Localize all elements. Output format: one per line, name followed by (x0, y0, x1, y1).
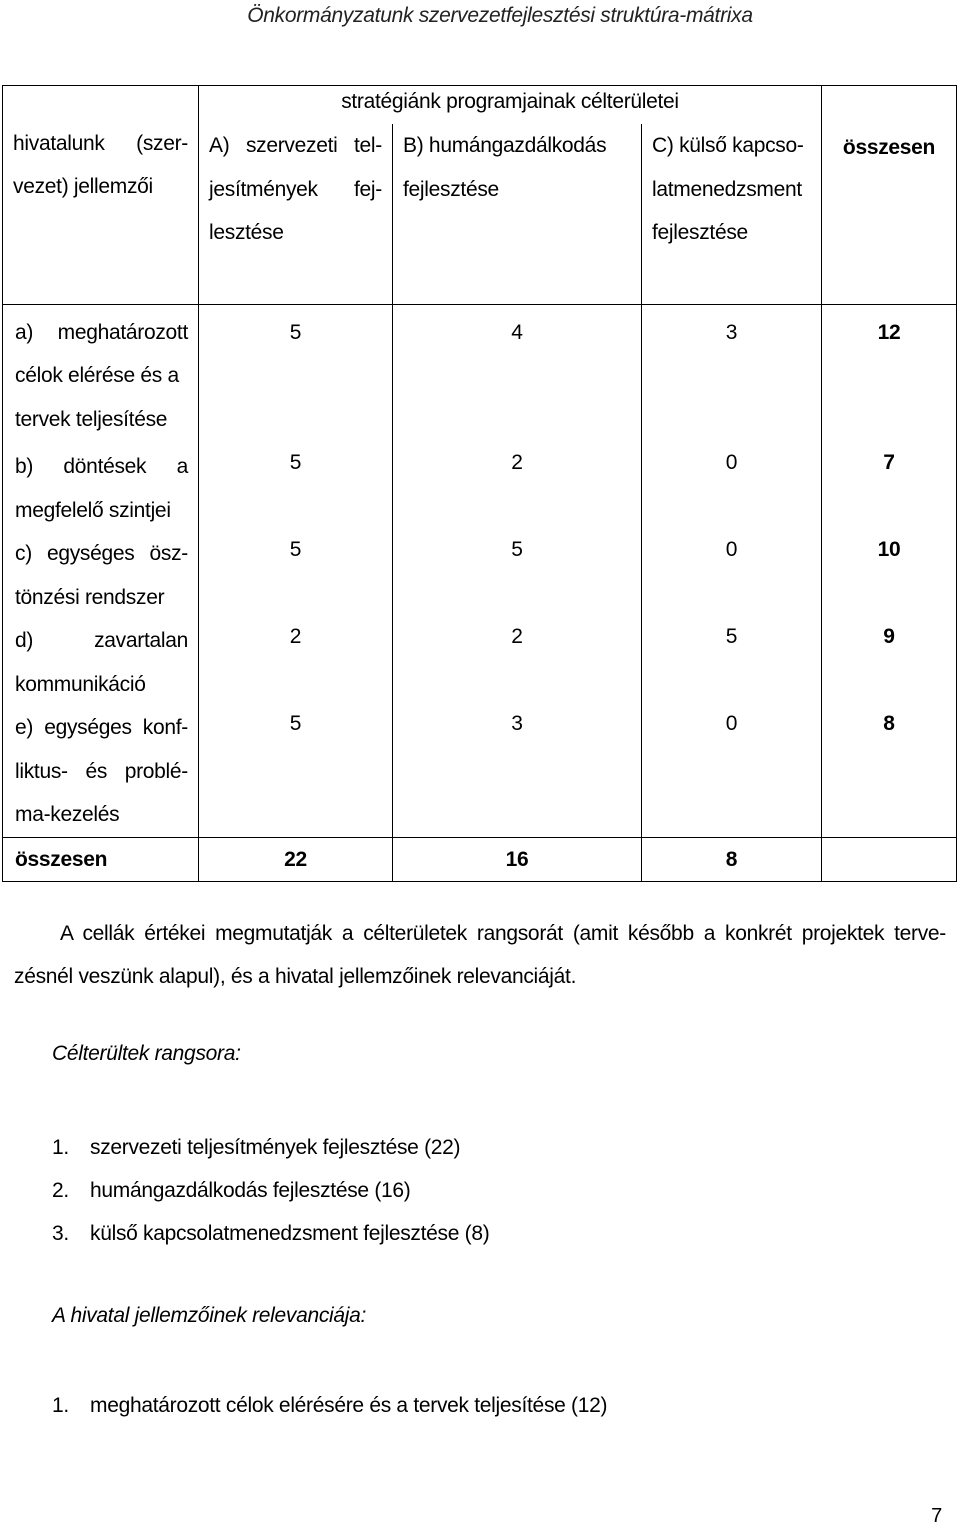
cell-value: 5 (289, 320, 302, 344)
cell-total: 8 (883, 711, 895, 735)
cell-value: 5 (289, 450, 302, 474)
list-text: szervezeti teljesítmények fejlesztése (22) (90, 1136, 461, 1159)
relevance-list (52, 1384, 607, 1427)
total-a: 22 (199, 837, 393, 882)
row-label-line: liktus- és problé- (15, 759, 188, 783)
list-text: meghatározott célok elérésére és a tervek teljesítése (12) (90, 1394, 608, 1417)
row-label-line: d) zavartalan (15, 629, 188, 652)
list-number: 1. (52, 1136, 69, 1159)
row-label (3, 532, 199, 619)
row-label (3, 304, 199, 445)
cell-total: 10 (877, 537, 901, 561)
ranking-heading: Célterültek rangsora: (52, 1042, 241, 1065)
cell-value: 0 (725, 450, 738, 474)
total-header: összesen (822, 86, 957, 305)
ranking-list (52, 1126, 489, 1255)
column-header-a (199, 124, 393, 304)
total-grand (822, 837, 957, 882)
row-label-line: célok elérése és a (15, 364, 179, 387)
row-label-line: c) egységes ösz- (15, 542, 188, 565)
list-item (52, 1384, 607, 1427)
column-header-line: C) külső kapcso- (652, 134, 804, 157)
total-c: 8 (642, 837, 822, 882)
list-text: külső kapcsolatmenedzsment fejlesztése (8) (90, 1222, 490, 1245)
page-number: 7 (931, 1505, 942, 1527)
list-text: humángazdálkodás fejlesztése (16) (90, 1179, 411, 1202)
list-item (52, 1212, 489, 1255)
cell-value: 2 (511, 450, 523, 474)
cell-total: 9 (883, 624, 895, 648)
list-item (52, 1126, 489, 1169)
row-label-line: tönzési rendszer (15, 585, 165, 609)
cell-value: 5 (289, 537, 302, 561)
column-header-b (393, 124, 642, 304)
total-row-label: összesen (3, 837, 199, 882)
cell-value: 0 (725, 537, 738, 561)
paragraph-line: A cellák értékei megmutatják a célterületek rangsorát (amit később a konkrét projektek terve- (60, 922, 946, 945)
column-header-line: jesítmények fej- (209, 177, 382, 201)
row-label-line: e) egységes konf- (15, 716, 188, 739)
column-b-values (393, 304, 642, 837)
row-label-line: megfelelő szintjei (15, 498, 171, 522)
list-number: 3. (52, 1222, 69, 1245)
column-header-c (642, 124, 822, 304)
cell-value: 0 (725, 711, 738, 735)
cell-value: 5 (289, 711, 302, 735)
column-a-values (199, 304, 393, 837)
cell-total: 7 (883, 450, 895, 474)
cell-value: 5 (725, 624, 738, 648)
cell-total: 12 (877, 320, 901, 344)
total-values (822, 304, 957, 837)
explanation-paragraph (14, 912, 946, 998)
column-header-line: fejlesztése (403, 177, 499, 201)
row-label-line: tervek teljesítése (15, 407, 168, 431)
total-row (3, 837, 957, 882)
column-header-line: latmenedzsment (652, 177, 802, 201)
row-label-line: kommunikáció (15, 672, 146, 696)
table-row (3, 304, 957, 445)
column-header-line: A) szervezeti tel- (209, 134, 382, 157)
column-header-line: lesztése (209, 221, 284, 244)
corner-header (3, 86, 199, 305)
cell-value: 3 (511, 711, 523, 735)
row-label-line: a) meghatározott (15, 320, 188, 344)
paragraph-line: zésnél veszünk alapul), és a hivatal jellemzőinek relevanciáját. (14, 965, 577, 988)
row-label (3, 706, 199, 837)
corner-header-line: vezet) jellemzői (13, 175, 153, 198)
cell-value: 4 (511, 320, 523, 344)
row-label-line: ma-kezelés (15, 803, 120, 826)
cell-value: 3 (725, 320, 738, 344)
row-label-line: b) döntések a (15, 455, 188, 478)
page-title: Önkormányzatunk szervezetfejlesztési struktúra-mátrixa (247, 4, 753, 27)
group-header: stratégiánk programjainak célterületei (199, 86, 822, 125)
row-label (3, 619, 199, 706)
cell-value: 2 (289, 624, 302, 648)
structure-matrix-table (2, 85, 957, 882)
list-number: 2. (52, 1179, 69, 1202)
corner-header-line: hivatalunk (szer- (13, 132, 188, 155)
column-c-values (642, 304, 822, 837)
cell-value: 2 (511, 624, 523, 648)
column-header-line: B) humángazdálkodás (403, 134, 607, 157)
column-header-line: fejlesztése (652, 221, 748, 244)
cell-value: 5 (511, 537, 523, 561)
list-item (52, 1169, 489, 1212)
relevance-heading: A hivatal jellemzőinek relevanciája: (52, 1304, 367, 1327)
row-label (3, 445, 199, 532)
total-b: 16 (393, 837, 642, 882)
list-number: 1. (52, 1394, 69, 1417)
